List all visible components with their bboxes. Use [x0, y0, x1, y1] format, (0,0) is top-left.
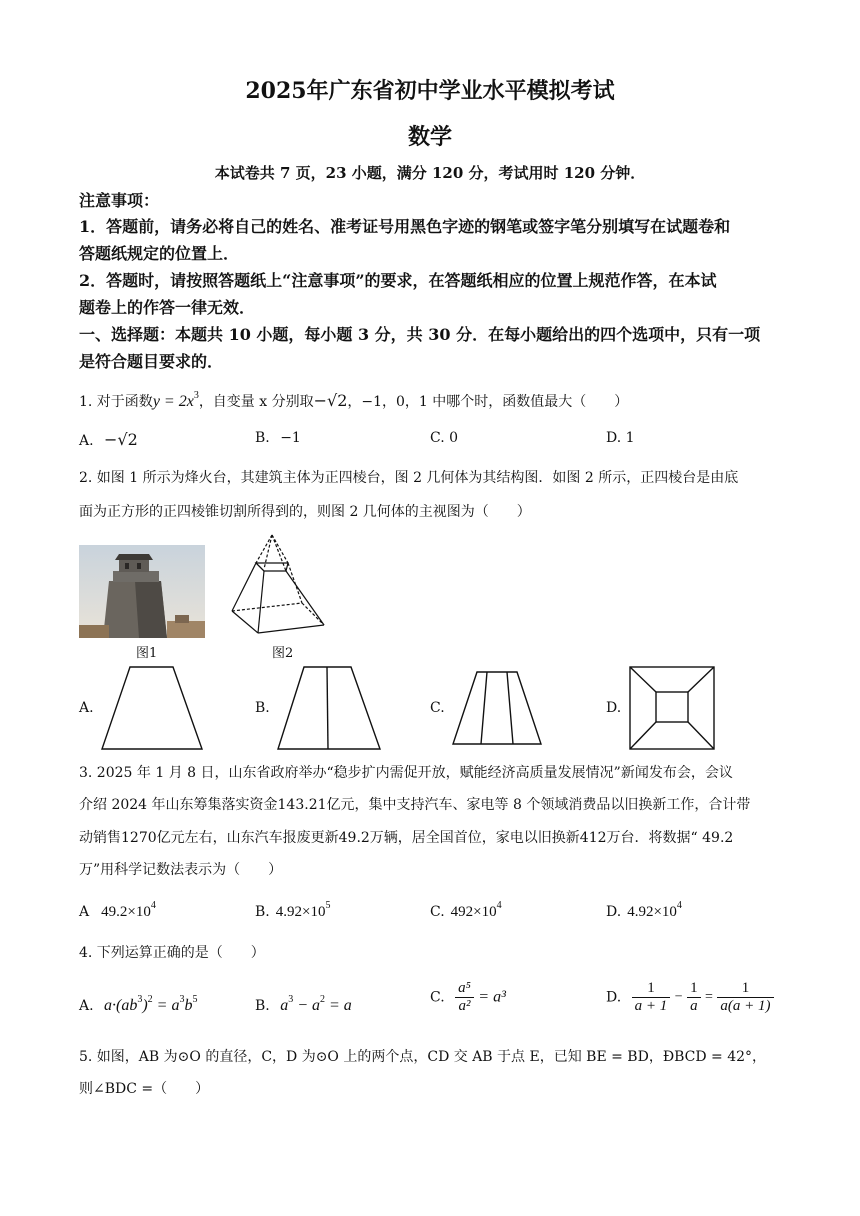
notice-item-1: 1．答题前，请务必将自己的姓名、准考证号用黑色字迹的钢笔或签字笔分别填写在试题卷和 [79, 217, 731, 236]
question-3-line3: 动销售1270亿元左右，山东汽车报废更新49.2万辆，居全国首位，家电以旧换新412万台．将数据“ 49.2 [79, 830, 734, 846]
q3-option-a[interactable]: A $49.2\times 10^4$ [79, 900, 156, 920]
question-3-line1: 3. 2025 年 1 月 8 日，山东省政府举办“稳步扩内需促开放，赋能经济高质量发展情况”新闻发布会，会议 [79, 765, 733, 781]
q4-option-b[interactable]: B. $a^3 - a^2 = a$ [255, 994, 352, 1014]
notice-item-2: 2．答题时，请按照答题纸上“注意事项”的要求，在答题纸相应的位置上规范作答，在本试 [79, 271, 717, 290]
figure-1-photo [79, 545, 205, 638]
figure-2-caption: 图2 [272, 646, 294, 661]
q2-option-a-figure[interactable] [100, 665, 205, 755]
q2-option-d-label[interactable]: D. [606, 700, 622, 716]
figure-1-caption: 图1 [136, 646, 158, 661]
q3-option-c[interactable]: C. $492\times 10^4$ [430, 900, 502, 920]
q4-option-a[interactable]: A. $a\cdot(ab^3)^2 = a^3b^5$ [79, 994, 198, 1014]
question-2-line1: 2. 如图 1 所示为烽火台，其建筑主体为正四棱台，图 2 几何体为其结构图．如图 2 所示，正四棱台是由底 [79, 470, 739, 486]
q2-option-c-label[interactable]: C. [430, 700, 445, 716]
q2-option-d-figure[interactable] [628, 665, 716, 755]
q1-option-a[interactable]: A. −√2 [79, 430, 138, 449]
question-4: 4. 下列运算正确的是（ ） [79, 945, 265, 961]
q1-mid: ，自变量 x 分别取 [198, 394, 314, 410]
exam-info: 本试卷共 7 页，23 小题，满分 120 分，考试用时 120 分钟． [214, 164, 646, 182]
exam-title: 2025年广东省初中学业水平模拟考试 [245, 78, 615, 104]
question-5-line1: 5. 如图，AB 为⊙O 的直径，C，D 为⊙O 上的两个点，CD 交 AB 于点 E，已知 BE = BD，ÐBCD = 42°， [79, 1049, 767, 1065]
q4-option-c[interactable]: C. $\frac{\text{a⁵}}{\text{a²}}$ = a³ [430, 980, 506, 1014]
q2-option-c-figure[interactable] [451, 670, 543, 750]
q2-option-b-figure[interactable] [276, 665, 382, 755]
q1-option-c[interactable]: C. 0 [430, 430, 459, 446]
question-3-line4: 万”用科学记数法表示为（ ） [79, 862, 283, 878]
section-heading: 一、选择题：本题共 10 小题，每小题 3 分，共 30 分．在每小题给出的四个选项中，只有一项 [79, 325, 761, 344]
section-heading-cont: 是符合题目要求的． [79, 352, 224, 371]
notice-heading: 注意事项： [79, 191, 160, 210]
q1-prefix: 1. 对于函数 [79, 394, 153, 410]
q2-option-a-label[interactable]: A. [79, 700, 94, 716]
q3-option-b[interactable]: B. $4.92\times 10^5$ [255, 900, 331, 920]
q3-option-d[interactable]: D. $4.92\times 10^4$ [606, 900, 682, 920]
question-1 [79, 390, 628, 411]
notice-item-2-cont: 题卷上的作答一律无效． [79, 298, 256, 317]
question-5-line2: 则∠BDC =（ ） [79, 1081, 210, 1097]
question-3-line2: 介绍 2024 年山东筹集落实资金143.21亿元，集中支持汽车、家电等 8 个领域消费品以旧换新工作，合计带 [79, 797, 751, 813]
q1-function: $y = 2x^3$ [152, 390, 199, 410]
subject-title: 数学 [407, 124, 452, 150]
q1-neg-sqrt: −√2 [313, 391, 348, 410]
q4-option-d[interactable]: D. $\frac{1}{a + 1}$ − $\frac{1}{a}$ = $\frac{1}{a(a + 1)}$ [606, 980, 774, 1015]
q2-option-b-label[interactable]: B. [255, 700, 270, 716]
notice-item-1-cont: 答题纸规定的位置上． [79, 244, 240, 263]
q1-option-d[interactable]: D. 1 [606, 430, 635, 446]
q1-rest: ，−1，0，1 中哪个时，函数值最大（ ） [347, 394, 629, 410]
question-2-line2: 面为正方形的正四棱锥切割所得到的，则图 2 几何体的主视图为（ ） [79, 504, 531, 520]
figure-2-frustum [228, 533, 328, 641]
q1-option-b[interactable]: B. −1 [255, 430, 301, 446]
